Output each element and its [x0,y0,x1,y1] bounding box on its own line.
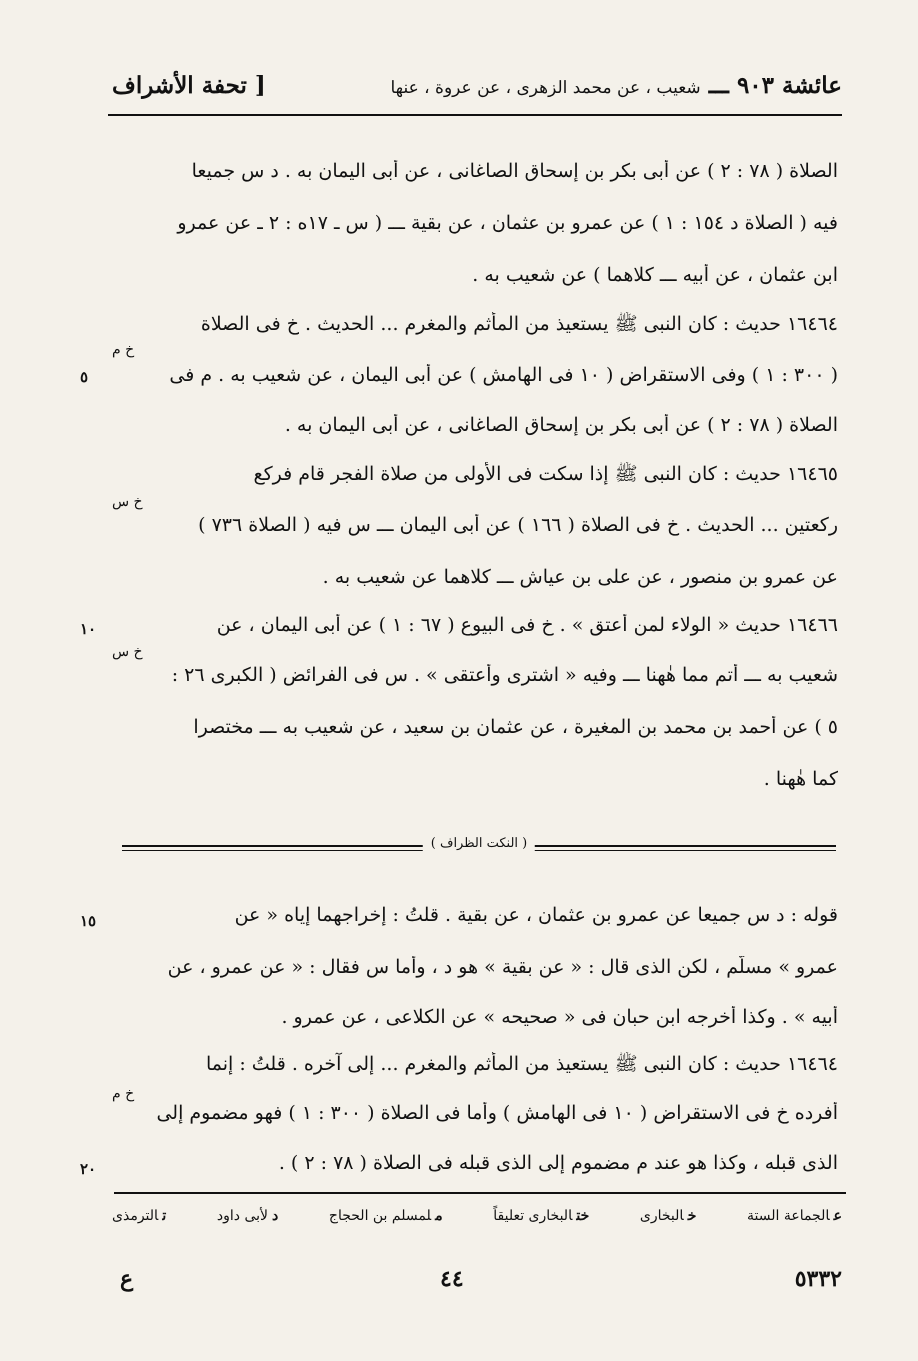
running-header-right [390,72,842,99]
text-line: ابن عثمان ، عن أبيه ـــ كلاهما ) عن شعيب به . [472,264,838,286]
legend-item: ختالبخارى تعليقاً [493,1208,590,1224]
legend-item: خالبخارى [639,1208,697,1224]
margin-line-number: ٥ [80,368,89,386]
text-line: شعيب به ـــ أتم مما هٰهنا ـــ وفيه « اشترى وأعتقى » . س فى الفرائض ( الكبرى ٢٦ : [171,664,838,686]
siglum: خ س [112,494,143,510]
note-line: أفرده خ فى الاستقراض ( ١٠ فى الهامش ) وأما فى الصلاة ( ٣٠٠ : ١ ) فهو مضموم إلى [156,1102,838,1124]
text-line: عن عمرو بن منصور ، عن على بن عياش ـــ كلاهما عن شعيب به . [322,566,838,588]
text-line: الصلاة ( ٧٨ : ٢ ) عن أبى بكر بن إسحاق الصاغانى ، عن أبى اليمان به . د س جميعا [191,160,838,182]
divider-label: ( النكت الظراف ) [423,836,535,851]
text-line: فيه ( الصلاة د ١٥٤ : ١ ) عن عمرو بن عثمان ، عن بقية ـــ ( س ـ ١٧ه : ٢ ـ عن عمرو [177,212,838,234]
margin-line-number: ١٠ [80,620,97,638]
note-line: قوله : د س جميعا عن عمرو بن عثمان ، عن بقية . قلتُ : إخراجهما إياه « عن [234,904,838,926]
header-subtitle: شعيب ، عن محمد الزهرى ، عن عروة ، عنها [390,78,701,98]
header-title: عائشة ٩٠٣ ـــ [708,72,842,99]
section-divider [122,836,836,856]
running-header-left: [ تحفة الأشراف [112,72,266,99]
margin-line-number: ٢٠ [80,1160,97,1178]
note-line: أبيه » . وكذا أخرجه ابن حبان فى « صحيحه » عن الكلاعى ، عن عمرو . [281,1006,838,1028]
footer-rule [114,1192,846,1194]
text-line: ركعتين ... الحديث . خ فى الصلاة ( ١٦٦ ) عن أبى اليمان ـــ س فيه ( الصلاة ٧٣٦ ) [198,514,838,536]
text-line: ( ٣٠٠ : ١ ) وفى الاستقراض ( ١٠ فى الهامش ) عن أبى اليمان ، عن شعيب به . م فى [169,364,838,386]
margin-line-number: ١٥ [80,912,97,930]
sigla-legend [112,1208,842,1224]
note-line: ١٦٤٦٤ حديث : كان النبى ﷺ يستعيذ من المأثم والمغرم ... إلى آخره . قلتُ : إنما [205,1053,838,1075]
text-line: الصلاة ( ٧٨ : ٢ ) عن أبى بكر بن إسحاق الصاغانى ، عن أبى اليمان به . [284,414,838,436]
legend-item: تالترمذى [112,1208,167,1224]
hadith-16466-line: ١٦٤٦٦ حديث « الولاء لمن أعتق » . خ فى البيوع ( ٦٧ : ١ ) عن أبى اليمان ، عن [216,614,838,636]
note-line: الذى قبله ، وكذا هو عند م مضموم إلى الذى قبله فى الصلاة ( ٧٨ : ٢ ) . [278,1152,838,1174]
hadith-16464-line: ١٦٤٦٤ حديث : كان النبى ﷺ يستعيذ من المأثم والمغرم ... الحديث . خ فى الصلاة [200,313,838,335]
legend-item: ملمسلم بن الحجاج [328,1208,443,1224]
hadith-16465-line: ١٦٤٦٥ حديث : كان النبى ﷺ إذا سكت فى الأولى من صلاة الفجر قام فركع [253,463,838,485]
siglum: خ م [112,342,135,358]
text-line: كما هٰهنا . [763,768,838,790]
signature-mark: ع [120,1266,134,1292]
page-number-global: ٥٣٣٢ [794,1266,842,1292]
legend-item: عالجماعة الستة [747,1208,842,1224]
page-number: ٤٤ [440,1266,464,1292]
siglum: خ م [112,1086,135,1102]
siglum: خ س [112,644,143,660]
text-line: ٥ ) عن أحمد بن محمد بن المغيرة ، عن عثمان بن سعيد ، عن شعيب به ـــ مختصرا [193,716,838,738]
header-rule [108,114,842,116]
legend-item: دلأبى داود [216,1208,279,1224]
note-line: عمرو » مسلَّم ، لكن الذى قال : « عن بقية » هو د ، وأما س فقال : « عن عمرو ، عن [167,956,838,978]
